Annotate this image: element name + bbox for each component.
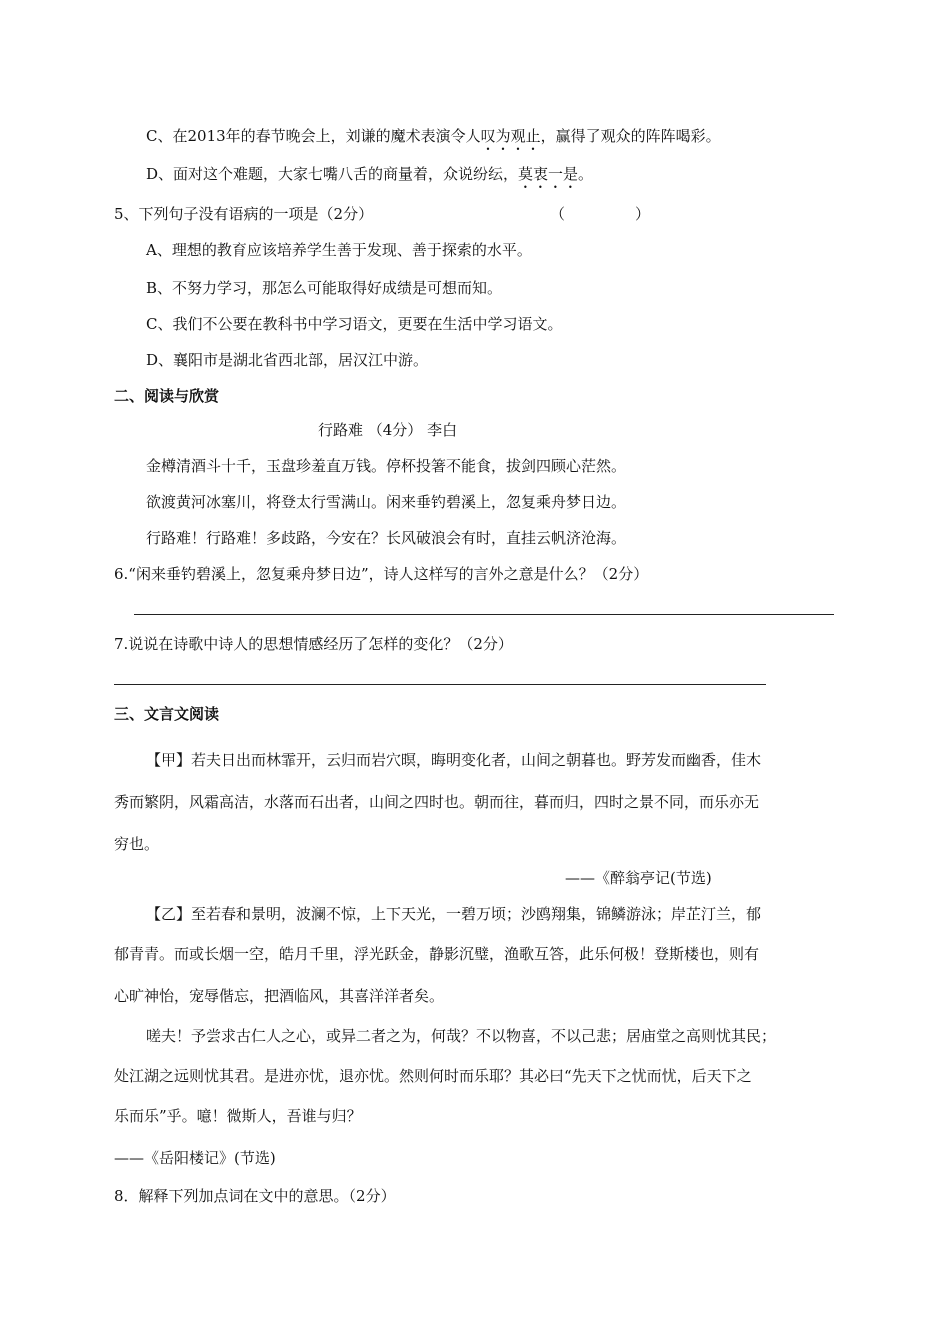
q4-option-d <box>146 164 593 192</box>
q6-question: 6.“闲来垂钓碧溪上，忽复乘舟梦日边”，诗人这样写的言外之意是什么？（2分） <box>114 565 649 583</box>
q6-answer-line[interactable] <box>134 614 834 615</box>
jia-line-3: 穷也。 <box>114 835 160 853</box>
yi-line-1: 【乙】至若春和景明，波澜不惊，上下天光，一碧万顷；沙鸥翔集，锦鳞游泳；岸芷汀兰，郁 <box>146 905 762 923</box>
q5-option-c: C、我们不公要在教科书中学习语文，更要在生活中学习语文。 <box>146 315 563 333</box>
yi-line-5: 处江湖之远则忧其君。是进亦忧，退亦忧。然则何时而乐耶？其必曰“先天下之忧而忧，后天下之 <box>114 1067 752 1085</box>
yi-line-2: 郁青青。而或长烟一空，皓月千里，浮光跃金，静影沉璧，渔歌互答，此乐何极！登斯楼也，则有 <box>114 945 760 963</box>
yi-line-3: 心旷神怡，宠辱偕忘，把酒临风，其喜洋洋者矣。 <box>114 987 445 1005</box>
yi-line-4: 嗟夫！予尝求古仁人之心，或异二者之为，何哉？不以物喜，不以己悲；居庙堂之高则忧其民； <box>146 1027 777 1045</box>
q4-option-c <box>146 126 721 154</box>
q5-stem: 5、下列句子没有语病的一项是（2分） <box>114 205 374 223</box>
section3-heading: 三、文言文阅读 <box>114 705 220 723</box>
q4-option-c-suffix: ，赢得了观众的阵阵喝彩。 <box>540 127 721 145</box>
yi-source: ——《岳阳楼记》(节选) <box>114 1149 276 1167</box>
q5-answer-bracket <box>550 204 650 224</box>
q5-paren-open: （ <box>550 205 566 223</box>
q8-question: 8．解释下列加点词在文中的意思。（2分） <box>114 1187 396 1205</box>
jia-line-2: 秀而繁阴，风霜高洁，水落而石出者，山间之四时也。朝而往，暮而归，四时之景不同，而乐亦无 <box>114 793 760 811</box>
jia-source: ——《醉翁亭记(节选) <box>565 869 712 887</box>
jia-line-1: 【甲】若夫日出而林霏开，云归而岩穴暝，晦明变化者，山间之朝暮也。野芳发而幽香，佳木 <box>146 751 762 769</box>
q4-option-d-prefix: D、面对这个难题，大家七嘴八舌的商量着，众说纷纭， <box>146 165 519 183</box>
poem-line-2: 欲渡黄河冰塞川，将登太行雪满山。闲来垂钓碧溪上，忽复乘舟梦日边。 <box>146 493 627 511</box>
q4-option-d-suffix: 。 <box>578 165 594 183</box>
poem-title: 行路难 （4分） 李白 <box>318 421 458 439</box>
q4-option-c-prefix: C、在2013年的春节晚会上，刘谦的魔术表演令人 <box>146 127 481 145</box>
q5-option-b: B、不努力学习，那怎么可能取得好成绩是可想而知。 <box>146 279 503 297</box>
q5-option-d: D、襄阳市是湖北省西北部，居汉江中游。 <box>146 351 429 369</box>
q4-option-c-emphasis: 叹为观止 <box>480 127 541 145</box>
q4-option-d-emphasis: 莫衷一是 <box>518 165 579 183</box>
q5-option-a: A、理想的教育应该培养学生善于发现、善于探索的水平。 <box>146 241 532 259</box>
poem-line-1: 金樽清酒斗十千，玉盘珍羞直万钱。停杯投箸不能食，拔剑四顾心茫然。 <box>146 457 627 475</box>
q7-question: 7.说说在诗歌中诗人的思想情感经历了怎样的变化？（2分） <box>114 635 513 653</box>
section2-heading: 二、阅读与欣赏 <box>114 387 220 405</box>
q5-paren-close: ） <box>635 205 651 223</box>
yi-line-6: 乐而乐”乎。噫！微斯人，吾谁与归？ <box>114 1107 362 1125</box>
q7-answer-line[interactable] <box>114 684 766 685</box>
poem-line-3: 行路难！行路难！多歧路，今安在？长风破浪会有时，直挂云帆济沧海。 <box>146 529 627 547</box>
